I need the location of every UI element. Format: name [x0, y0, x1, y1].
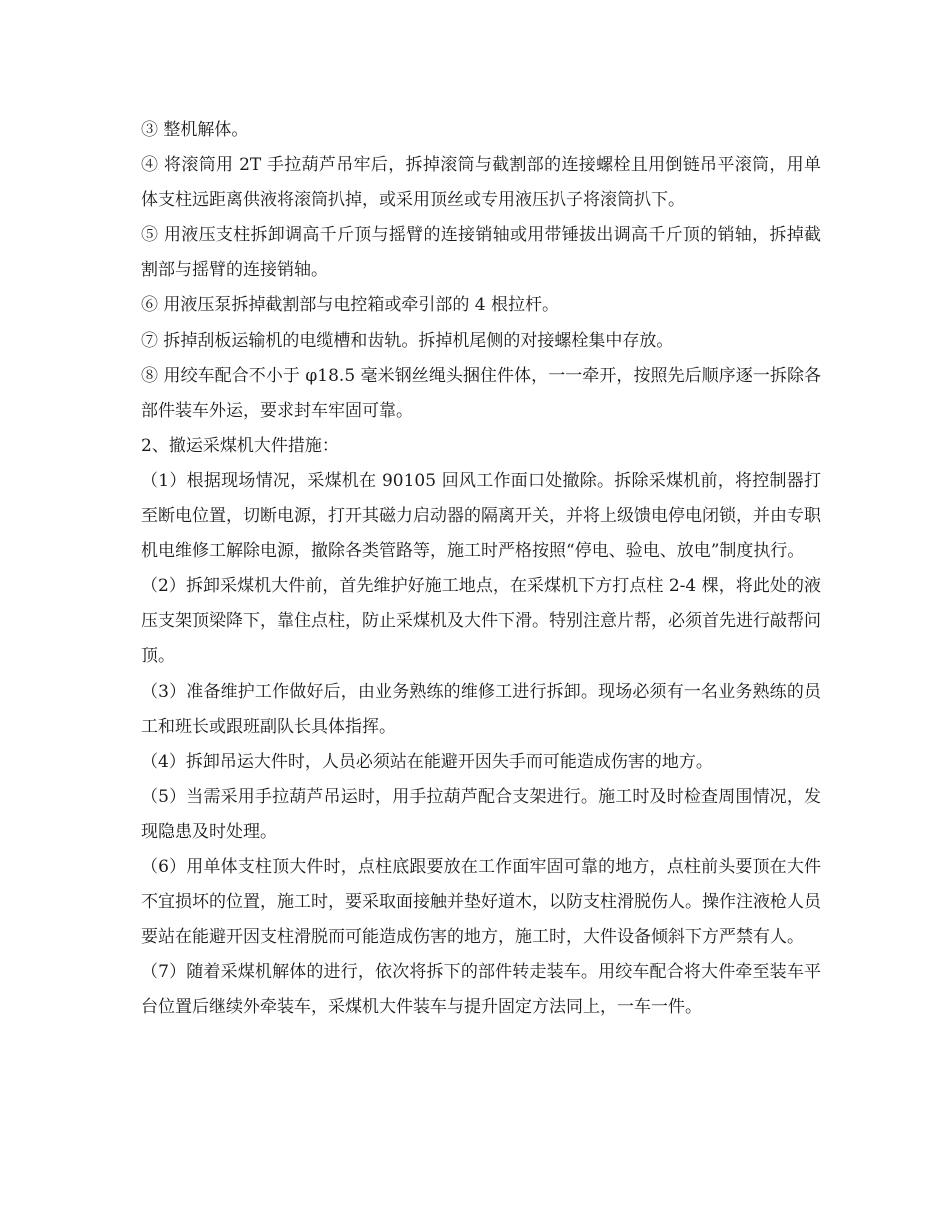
paragraph-step-8: ⑧ 用绞车配合不小于 φ18.5 毫米钢丝绳头捆住件体，一一牵开，按照先后顺序逐一拆除各部件装车外运，要求封车牢固可靠。	[141, 365, 821, 421]
paragraph-step-6: ⑥ 用液压泵拆掉截割部与电控箱或牵引部的 4 根拉杆。	[141, 295, 560, 316]
paragraph-measure-6: （6）用单体支柱顶大件时，点柱底跟要放在工作面牢固可靠的地方，点柱前头要顶在大件不宜损坏的位置，施工时，要采取面接触并垫好道木，以防支柱滑脱伤人。操作注液枪人员要站在能避开因支柱滑脱而可能造成伤害的地方，施工时，大件设备倾斜下方严禁有人。	[141, 856, 821, 948]
paragraph-measure-7: （7）随着采煤机解体的进行，依次将拆下的部件转走装车。用绞车配合将大件牵至装车平台位置后继续外牵装车，采煤机大件装车与提升固定方法同上，一车一件。	[141, 962, 821, 1018]
paragraph-step-7: ⑦ 拆掉刮板运输机的电缆槽和齿轨。拆掉机尾侧的对接螺栓集中存放。	[141, 330, 674, 351]
section-heading: 2、撤运采煤机大件措施：	[141, 435, 339, 456]
document-body	[141, 113, 821, 1025]
paragraph-step-3: ③ 整机解体。	[141, 120, 249, 140]
paragraph-measure-3: （3）准备维护工作做好后，由业务熟练的维修工进行拆卸。现场必须有一名业务熟练的员工和班长或跟班副队长具体指挥。	[141, 681, 821, 737]
paragraph-measure-1: （1）根据现场情况，采煤机在 90105 回风工作面口处撤除。拆除采煤机前，将控制器打至断电位置，切断电源，打开其磁力启动器的隔离开关，并将上级馈电停电闭锁，并由专职机电维修工解除电源，撤除各类管路等，施工时严格按照“停电、验电、放电”制度执行。	[141, 470, 821, 562]
paragraph-measure-4: （4）拆卸吊运大件时，人员必须站在能避开因失手而可能造成伤害的地方。	[141, 751, 713, 772]
paragraph-measure-2: （2）拆卸采煤机大件前，首先维护好施工地点，在采煤机下方打点柱 2-4 棵，将此处的液压支架顶梁降下，靠住点柱，防止采煤机及大件下滑。特别注意片帮，必须首先进行敲帮问顶。	[141, 576, 821, 667]
paragraph-step-5: ⑤ 用液压支柱拆卸调高千斤顶与摇臂的连接销轴或用带锤拔出调高千斤顶的销轴，拆掉截割部与摇臂的连接销轴。	[141, 225, 821, 281]
paragraph-measure-5: （5）当需采用手拉葫芦吊运时，用手拉葫芦配合支架进行。施工时及时检查周围情况，发现隐患及时处理。	[141, 786, 821, 842]
paragraph-step-4: ④ 将滚筒用 2T 手拉葫芦吊牢后，拆掉滚筒与截割部的连接螺栓且用倒链吊平滚筒，用单体支柱远距离供液将滚筒扒掉，或采用顶丝或专用液压扒子将滚筒扒下。	[141, 155, 821, 211]
